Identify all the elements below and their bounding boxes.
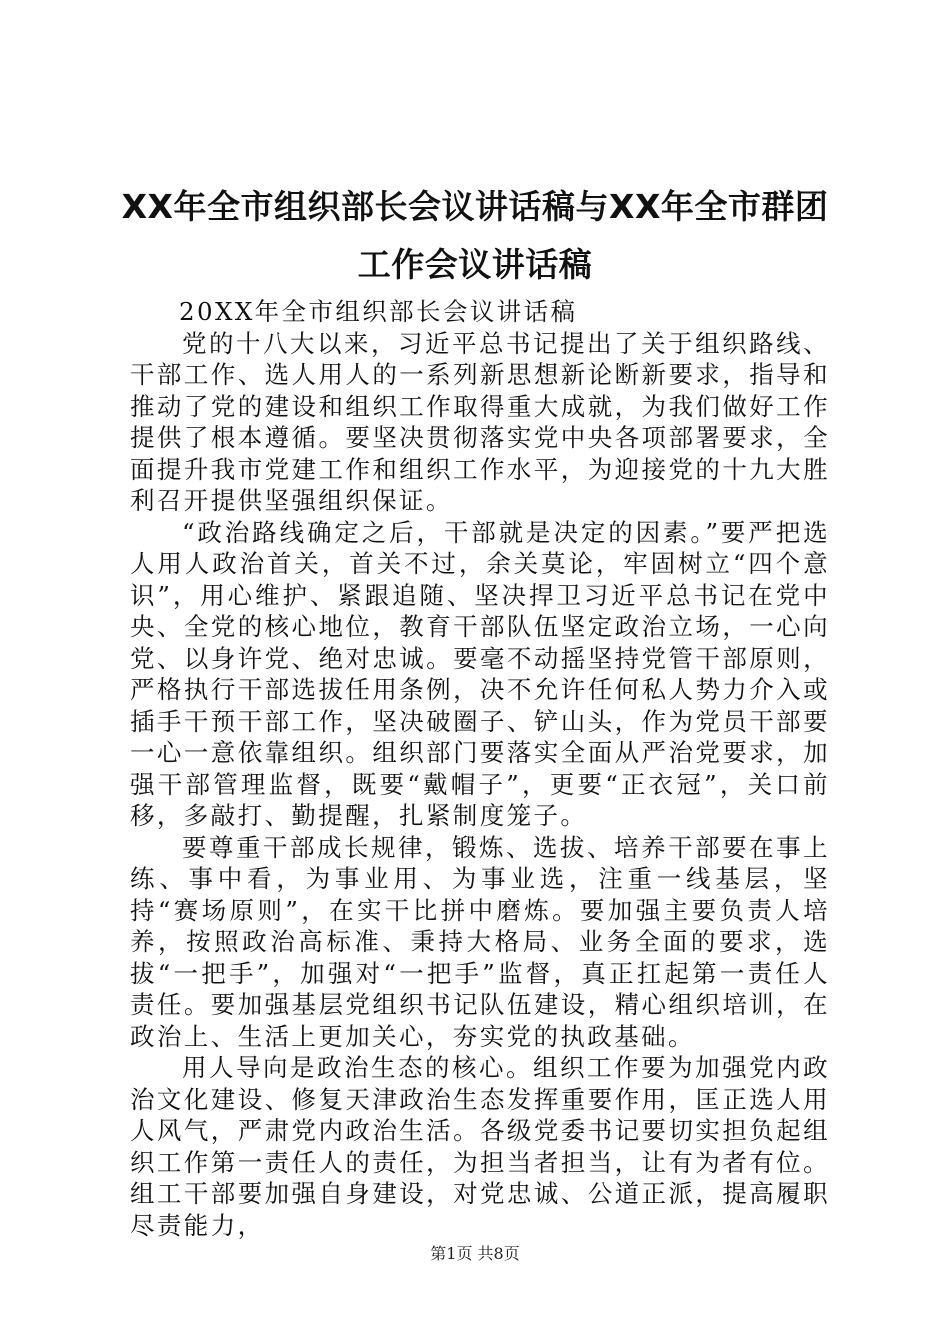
page-number-footer: 第1页 共8页	[430, 1244, 520, 1263]
document-body	[130, 296, 830, 1241]
body-paragraph: 用人导向是政治生态的核心。组织工作要为加强党内政治文化建设、修复天津政治生态发挥重要作用，匡正选人用人风气，严肃党内政治生活。各级党委书记要切实担负起组织工作第一责任人的责任，为担当者担当，让有为者有位。组工干部要加强自身建设，对党忠诚、公道正派，提高履职尽责能力，	[130, 1053, 830, 1240]
body-paragraph: 党的十八大以来，习近平总书记提出了关于组织路线、干部工作、选人用人的一系列新思想新论断新要求，指导和推动了党的建设和组织工作取得重大成就，为我们做好工作提供了根本遵循。要坚决贯彻落实党中央各项部署要求，全面提升我市党建工作和组织工作水平，为迎接党的十九大胜利召开提供坚强组织保证。	[130, 328, 830, 515]
section-subheading: 20XX年全市组织部长会议讲话稿	[179, 297, 578, 326]
body-paragraph: 要尊重干部成长规律，锻炼、选拔、培养干部要在事上练、事中看，为事业用、为事业选，注重一线基层，坚持“赛场原则”，在实干比拼中磨炼。要加强主要负责人培养，按照政治高标准、秉持大格局、业务全面的要求，选拔“一把手”，加强对“一把手”监督，真正扛起第一责任人责任。要加强基层党组织书记队伍建设，精心组织培训，在政治上、生活上更加关心，夯实党的执政基础。	[130, 832, 830, 1051]
body-paragraph: “政治路线确定之后，干部就是决定的因素。”要严把选人用人政治首关，首关不过，余关莫论，牢固树立“四个意识”，用心维护、紧跟追随、坚决捍卫习近平总书记在党中央、全党的核心地位，教育干部队伍坚定政治立场，一心向党、以身许党、绝对忠诚。要毫不动摇坚持党管干部原则，严格执行干部选拔任用条例，决不允许任何私人势力介入或插手干预干部工作，坚决破圈子、铲山头，作为党员干部要一心一意依靠组织。组织部门要落实全面从严治党要求，加强干部管理监督，既要“戴帽子”，更要“正衣冠”，关口前移，多敲打、勤提醒，扎紧制度笼子。	[130, 517, 830, 830]
document-title: XX年全市组织部长会议讲话稿与XX年全市群团工作会议讲话稿	[121, 187, 829, 284]
